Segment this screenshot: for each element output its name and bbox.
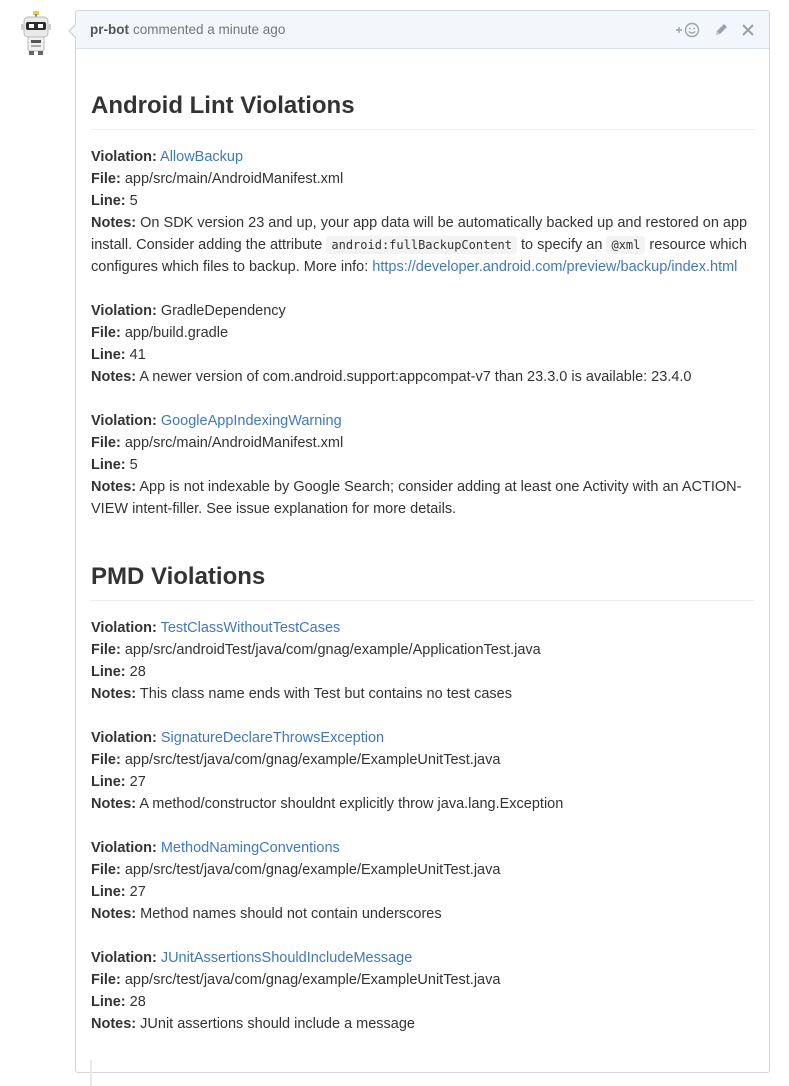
edit-pencil-icon[interactable] (713, 22, 729, 38)
notes-label: Notes: (91, 906, 137, 922)
file-label: File: (91, 435, 121, 451)
violation-link[interactable]: GoogleAppIndexingWarning (160, 413, 342, 429)
line-value: 5 (129, 457, 138, 473)
violation-label: Violation: (91, 950, 157, 966)
timeline-connector (90, 1060, 92, 1086)
notes-label: Notes: (91, 479, 137, 495)
line-value: 41 (129, 347, 146, 363)
violation-label: Violation: (91, 149, 157, 165)
file-label: File: (91, 972, 121, 988)
file-label: File: (91, 325, 121, 341)
violation-link[interactable]: TestClassWithoutTestCases (160, 620, 341, 636)
comment-actions (675, 22, 755, 38)
notes-text: A method/constructor shouldnt explicitly throw java.lang.Exception (139, 796, 564, 812)
notes-label: Notes: (91, 215, 137, 231)
notes-code: @xml (606, 236, 645, 254)
file-value: app/src/test/java/com/gnag/example/ExampleUnitTest.java (124, 862, 501, 878)
line-label: Line: (91, 664, 126, 680)
line-label: Line: (91, 347, 126, 363)
line-value: 28 (129, 994, 146, 1010)
notes-text: A newer version of com.android.support:appcompat-v7 than 23.3.0 is available: 23.4.0 (139, 369, 692, 385)
comment-caret-inner (70, 24, 77, 38)
section-title-lint: Android Lint Violations (91, 91, 754, 130)
violation-item (91, 727, 754, 815)
file-value: app/src/main/AndroidManifest.xml (124, 435, 344, 451)
comment-body (76, 49, 769, 1035)
notes-text: to specify an (521, 237, 603, 253)
notes-text: On SDK version 23 and up, your app data will be automatically backed up and restored on app install. Consider adding the attribute (91, 215, 748, 253)
notes-link[interactable]: https://developer.android.com/preview/backup/index.html (372, 259, 738, 275)
line-value: 5 (129, 193, 138, 209)
delete-x-icon[interactable] (741, 23, 755, 37)
line-label: Line: (91, 884, 126, 900)
notes-text: Method names should not contain underscores (140, 906, 442, 922)
robot-icon (16, 10, 56, 56)
file-label: File: (91, 171, 121, 187)
violation-item (91, 947, 754, 1035)
file-value: app/build.gradle (124, 325, 229, 341)
notes-text: JUnit assertions should include a message (140, 1016, 415, 1032)
file-label: File: (91, 752, 121, 768)
file-value: app/src/test/java/com/gnag/example/ExampleUnitTest.java (124, 752, 501, 768)
comment-author[interactable]: pr-bot (90, 22, 129, 37)
violation-label: Violation: (91, 730, 157, 746)
file-label: File: (91, 862, 121, 878)
violation-link[interactable]: AllowBackup (160, 149, 244, 165)
notes-text: This class name ends with Test but contains no test cases (139, 686, 512, 702)
notes-code: android:fullBackupContent (326, 236, 517, 254)
line-label: Line: (91, 774, 126, 790)
line-value: 27 (129, 884, 146, 900)
file-value: app/src/test/java/com/gnag/example/ExampleUnitTest.java (124, 972, 501, 988)
violation-item (91, 617, 754, 705)
file-label: File: (91, 642, 121, 658)
notes-text: resource which configures which files to backup. More info: (91, 237, 747, 275)
violation-item (91, 300, 754, 388)
file-value: app/src/androidTest/java/com/gnag/example/ApplicationTest.java (124, 642, 541, 658)
line-value: 27 (129, 774, 146, 790)
violation-label: Violation: (91, 303, 157, 319)
violation-item (91, 410, 754, 520)
bot-avatar[interactable] (16, 10, 56, 56)
line-label: Line: (91, 193, 126, 209)
notes-label: Notes: (91, 1016, 137, 1032)
notes-text: App is not indexable by Google Search; consider adding at least one Activity with an ACTION-VIEW intent-filler. See issue explanation for more details. (91, 479, 742, 517)
add-reaction-icon[interactable] (675, 22, 701, 38)
line-label: Line: (91, 994, 126, 1010)
violation-label: Violation: (91, 413, 157, 429)
section-title-pmd: PMD Violations (91, 562, 754, 601)
violation-link[interactable]: SignatureDeclareThrowsException (160, 730, 385, 746)
violation-label: Violation: (91, 840, 157, 856)
comment-header (76, 11, 769, 49)
line-label: Line: (91, 457, 126, 473)
comment-meta[interactable]: commented a minute ago (132, 22, 286, 37)
violation-link[interactable]: MethodNamingConventions (160, 840, 340, 856)
notes-label: Notes: (91, 796, 137, 812)
violation-name: GradleDependency (160, 303, 286, 319)
violation-item (91, 837, 754, 925)
violation-link[interactable]: JUnitAssertionsShouldIncludeMessage (160, 950, 413, 966)
notes-label: Notes: (91, 686, 137, 702)
violation-label: Violation: (91, 620, 157, 636)
notes-label: Notes: (91, 369, 137, 385)
file-value: app/src/main/AndroidManifest.xml (124, 171, 344, 187)
comment-box (75, 10, 770, 1073)
line-value: 28 (129, 664, 146, 680)
violation-item (91, 146, 754, 278)
